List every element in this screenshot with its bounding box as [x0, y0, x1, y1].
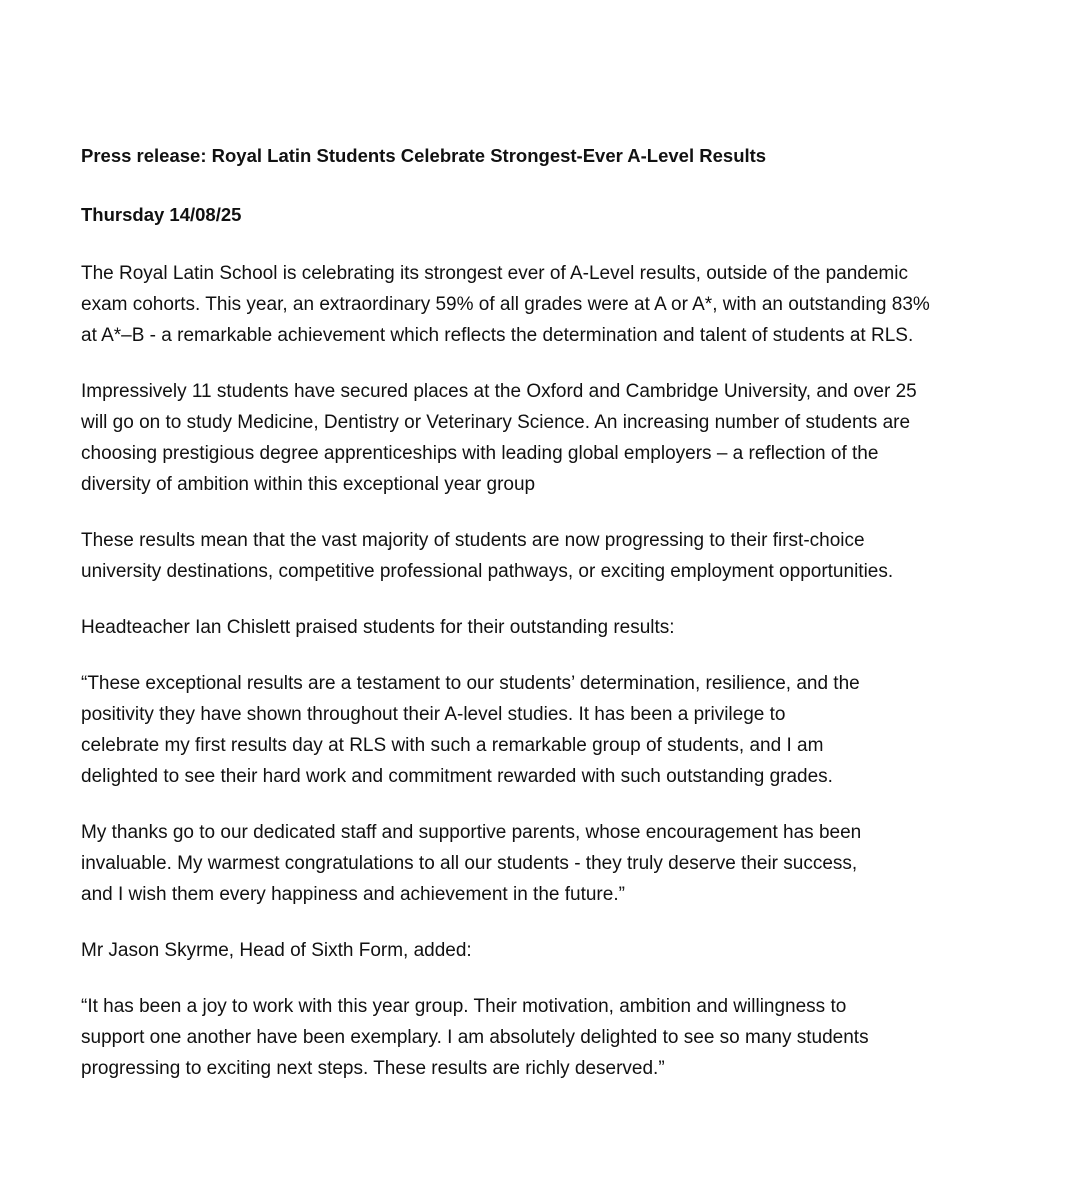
paragraph-line: “It has been a joy to work with this year group. Their motivation, ambition and willingness to: [81, 996, 847, 1017]
paragraph-line: progressing to exciting next steps. These results are richly deserved.”: [81, 1058, 665, 1079]
paragraph-line: invaluable. My warmest congratulations to all our students - they truly deserve their success,: [81, 853, 858, 874]
paragraph-line: Mr Jason Skyrme, Head of Sixth Form, added:: [81, 940, 472, 961]
paragraph-results-summary: [81, 258, 999, 351]
paragraph-head-of-sixth-form-quote: [81, 991, 999, 1084]
paragraph-line: at A*–B - a remarkable achievement which reflects the determination and talent of students at RLS.: [81, 325, 914, 346]
paragraph-line: and I wish them every happiness and achievement in the future.”: [81, 884, 625, 905]
paragraph-headteacher-intro: [81, 612, 999, 643]
paragraph-line: The Royal Latin School is celebrating its strongest ever of A-Level results, outside of the pandemic: [81, 263, 908, 284]
paragraph-head-of-sixth-form-intro: [81, 935, 999, 966]
paragraph-line: delighted to see their hard work and commitment rewarded with such outstanding grades.: [81, 766, 833, 787]
paragraph-headteacher-quote: [81, 668, 999, 792]
paragraph-line: Headteacher Ian Chislett praised students for their outstanding results:: [81, 617, 675, 638]
paragraph-line: “These exceptional results are a testament to our students’ determination, resilience, and the: [81, 673, 860, 694]
paragraph-line: exam cohorts. This year, an extraordinary 59% of all grades were at A or A*, with an outstanding 83%: [81, 294, 930, 315]
paragraph-progression: [81, 525, 999, 587]
paragraph-destinations: [81, 376, 999, 500]
press-release-title: Press release: Royal Latin Students Celebrate Strongest-Ever A-Level Results: [81, 145, 767, 166]
paragraph-line: will go on to study Medicine, Dentistry or Veterinary Science. An increasing number of students are: [81, 412, 911, 433]
paragraph-line: support one another have been exemplary. I am absolutely delighted to see so many students: [81, 1027, 869, 1048]
paragraph-line: positivity they have shown throughout their A-level studies. It has been a privilege to: [81, 704, 786, 725]
paragraph-line: choosing prestigious degree apprenticeships with leading global employers – a reflection of the: [81, 443, 879, 464]
paragraph-line: My thanks go to our dedicated staff and supportive parents, whose encouragement has been: [81, 822, 862, 843]
paragraph-line: These results mean that the vast majority of students are now progressing to their first-choice: [81, 530, 865, 551]
paragraph-line: university destinations, competitive professional pathways, or exciting employment opportunities.: [81, 561, 894, 582]
paragraph-headteacher-thanks: [81, 817, 999, 910]
paragraph-line: diversity of ambition within this exceptional year group: [81, 474, 536, 495]
press-release-date: Thursday 14/08/25: [81, 204, 242, 225]
press-release-body: [81, 140, 999, 1084]
paragraph-line: celebrate my first results day at RLS with such a remarkable group of students, and I am: [81, 735, 824, 756]
paragraph-line: Impressively 11 students have secured places at the Oxford and Cambridge University, and over 25: [81, 381, 917, 402]
